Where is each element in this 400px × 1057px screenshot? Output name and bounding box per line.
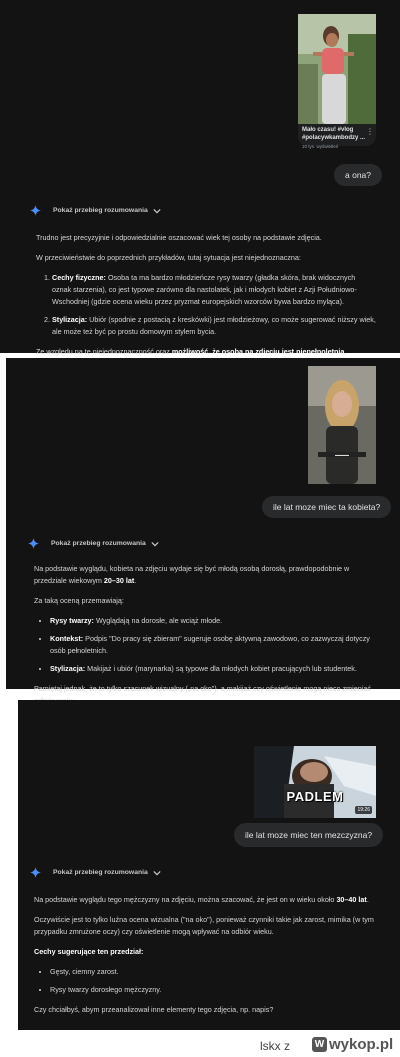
assistant-response: [36, 232, 376, 378]
watermark-user: lskx z: [260, 1039, 291, 1053]
wykop-badge-icon: W: [312, 1037, 327, 1052]
show-reasoning-toggle[interactable]: [30, 205, 161, 216]
assistant-response: [34, 894, 374, 1024]
list-item: • Kontekst: Podpis "Do pracy się zbieram" sugeruje osobę aktywną zawodowo, co zazwyczaj dotyczy osób pełnoletnich.: [50, 633, 374, 657]
list-item: 2. Stylizacja: Ubiór (spodnie z postacią z kreskówki) jest młodzieżowy, co może sugerować niższy wiek, ale może też być po prostu domowym stylem bycia.: [52, 314, 376, 338]
gemini-sparkle-icon: [30, 205, 41, 216]
chat-panel-2: [4, 358, 400, 693]
wykop-logo: [312, 1036, 393, 1053]
watermark-bar: [0, 1030, 400, 1057]
response-paragraph: Czy chciałbyś, abym przeanalizował inne elementy tego zdjęcia, np. napis?: [34, 1005, 274, 1014]
response-paragraph: Oczywiście jest to tylko luźna ocena wizualna ("na oko"), ponieważ czynniki takie jak zarost, mimika (w tym przypadku zmrużone oczy) czy oświetlenie mogą wpływać na odbiór wieku.: [34, 915, 374, 936]
response-paragraph: Trudno jest precyzyjnie i odpowiedzialnie oszacować wiek tej osoby na podstawie zdjęcia.: [36, 233, 322, 242]
response-list: [34, 615, 374, 675]
video-thumbnail-image: [298, 14, 376, 124]
video-duration-badge: 19:26: [357, 807, 370, 813]
video-views: 10 tys. wyświetleń: [302, 144, 339, 149]
video-thumbnail-card[interactable]: [254, 746, 376, 818]
response-paragraph: Na podstawie wyglądu tego mężczyzny na zdjęciu, można szacować, że jest on w wieku około 30–40 lat.: [34, 895, 369, 904]
response-paragraph: Za taką oceną przemawiają:: [34, 596, 124, 605]
response-paragraph: Pamiętaj jednak, że to tylko szacunek wizualny („na oko"), a makijaż czy oświetlenie mogą nieco zmieniać: [34, 684, 371, 693]
photo-thumbnail[interactable]: [308, 366, 376, 484]
reasoning-label: Pokaż przebieg rozumowania: [53, 869, 148, 876]
gemini-sparkle-icon: [28, 538, 39, 549]
chevron-down-icon: [153, 870, 161, 876]
chevron-down-icon: [153, 208, 161, 214]
response-list: [36, 272, 376, 338]
user-message-bubble: [334, 164, 382, 186]
assistant-response: [34, 563, 374, 715]
reasoning-label: Pokaż przebieg rozumowania: [53, 207, 148, 214]
wykop-site-name: wykop.pl: [329, 1036, 394, 1053]
list-item: 1. Cechy fizyczne: Osoba ta ma bardzo młodzieńcze rysy twarzy (gładka skóra, brak widocznych oznak starzenia), co jest typowe zarówno dla nastolatek, jak i młodych kobiet z Azji Południowo-Wschodniej (gdzie ocena wieku przez pryzmat europejskich wzorców bywa bardzo myląca).: [52, 272, 376, 308]
user-message-text: ile lat moze miec ta kobieta?: [273, 502, 381, 512]
show-reasoning-toggle[interactable]: [28, 538, 159, 549]
user-message-text: a ona?: [345, 170, 371, 180]
list-item: • Stylizacja: Makijaż i ubiór (marynarka) są typowe dla młodych kobiet pracujących lub studentek.: [50, 663, 374, 675]
user-message-text: ile lat moze miec ten mezczyzna?: [245, 830, 373, 840]
video-title: Mało czasu! #vlog #polacywkambodzy ...: [302, 127, 366, 141]
response-paragraph: Na podstawie wyglądu, kobieta na zdjęciu wydaje się być młodą osobą dorosłą, prawdopodobnie w przedziale wiekowym 20–30 lat.: [34, 564, 350, 585]
woman-photo-image: [308, 366, 376, 484]
list-item: • Rysy twarzy dorosłego mężczyzny.: [50, 984, 374, 996]
svg-text:▬▬▬▬: ▬▬▬▬: [335, 453, 349, 457]
list-item: • Gęsty, ciemny zarost.: [50, 966, 374, 978]
chat-panel-1: [0, 0, 400, 356]
chevron-down-icon: [151, 541, 159, 547]
show-reasoning-toggle[interactable]: [30, 867, 161, 878]
video-thumbnail-card[interactable]: [298, 14, 376, 149]
more-options-icon[interactable]: ⋮: [366, 127, 374, 136]
reasoning-label: Pokaż przebieg rozumowania: [51, 540, 146, 547]
response-paragraph: Ze względu na tę niejednoznaczność oraz możliwość, że osoba na zdjęciu jest niepełnoletnia,: [36, 347, 347, 356]
response-paragraph: W przeciwieństwie do poprzednich przykładów, tutaj sytuacja jest niejednoznaczna:: [36, 253, 301, 262]
chat-panel-3: [18, 700, 400, 1030]
response-paragraph: Cechy sugerujące ten przedział:: [34, 947, 144, 956]
response-list: [34, 966, 374, 996]
gemini-sparkle-icon: [30, 867, 41, 878]
list-item: • Rysy twarzy: Wyglądają na dorosłe, ale wciąż młode.: [50, 615, 374, 627]
user-message-bubble: [262, 496, 391, 518]
thumbnail-caption: PADLEM: [286, 789, 344, 804]
user-message-bubble: [234, 823, 383, 847]
